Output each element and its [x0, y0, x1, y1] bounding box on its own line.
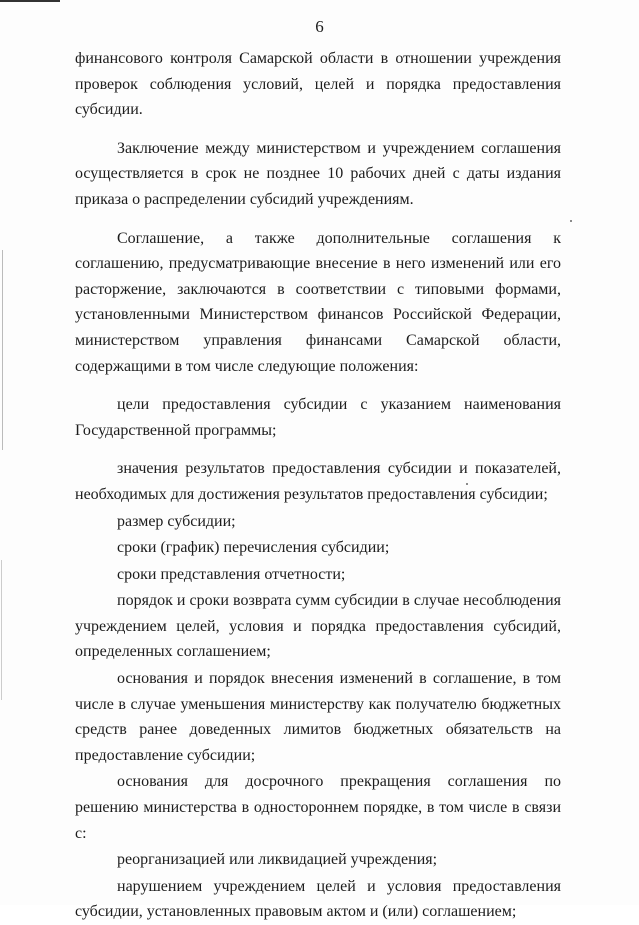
scan-speck: [570, 220, 572, 222]
list-item: сроки представления отчетности;: [117, 565, 346, 583]
list-item: порядок и сроки возврата сумм субсидии в случае несоблюдения учреждением целей, условия и порядка предоставления субсидий, определенных соглашением;: [75, 592, 561, 661]
list-item: реорганизацией или ликвидацией учреждения;: [117, 851, 438, 869]
list-item: нарушением учреждением целей и условия предоставления субсидии, установленных правовым актом и (или) соглашением;: [75, 877, 561, 921]
paragraph: Соглашение, а также дополнительные соглашения к соглашению, предусматривающие внесение в него изменений или его расторжение, заключаются в соответствии с типовыми формами, установленными Министерством финансов Российской Федерации, министерством управления финансами Самарской области, содержащими в том числе следующие положения:: [75, 229, 561, 375]
scan-speck: [466, 483, 468, 485]
paragraph-continuation: финансового контроля Самарской области в отношении учреждения проверок соблюдения условий, целей и порядка предоставления субсидии.: [75, 50, 561, 119]
scan-edge-mark: [0, 0, 60, 2]
scan-edge-mark: [2, 250, 3, 450]
list-item: основания для досрочного прекращения соглашения по решению министерства в одностороннем порядке, в том числе в связи с:: [75, 773, 561, 842]
page-number: 6: [315, 17, 324, 36]
list-item: значения результатов предоставления субсидии и показателей, необходимых для достижения результатов предоставления субсидии;: [75, 460, 561, 503]
list-item: размер субсидии;: [117, 512, 236, 530]
scan-edge-mark: [1, 560, 2, 700]
list-item: основания и порядок внесения изменений в соглашение, в том числе в случае уменьшения министерству как получателю бюджетных средств ранее доведенных лимитов бюджетных обязательств на предоставление субсидии;: [75, 670, 561, 764]
list-item: сроки (график) перечисления субсидии;: [117, 539, 390, 557]
paragraph: Заключение между министерством и учреждением соглашения осуществляется в срок не позднее 10 рабочих дней с даты издания приказа о распределении субсидий учреждениям.: [75, 139, 561, 208]
document-body: [75, 46, 561, 925]
list-item: цели предоставления субсидии с указанием наименования Государственной программы;: [75, 396, 561, 439]
